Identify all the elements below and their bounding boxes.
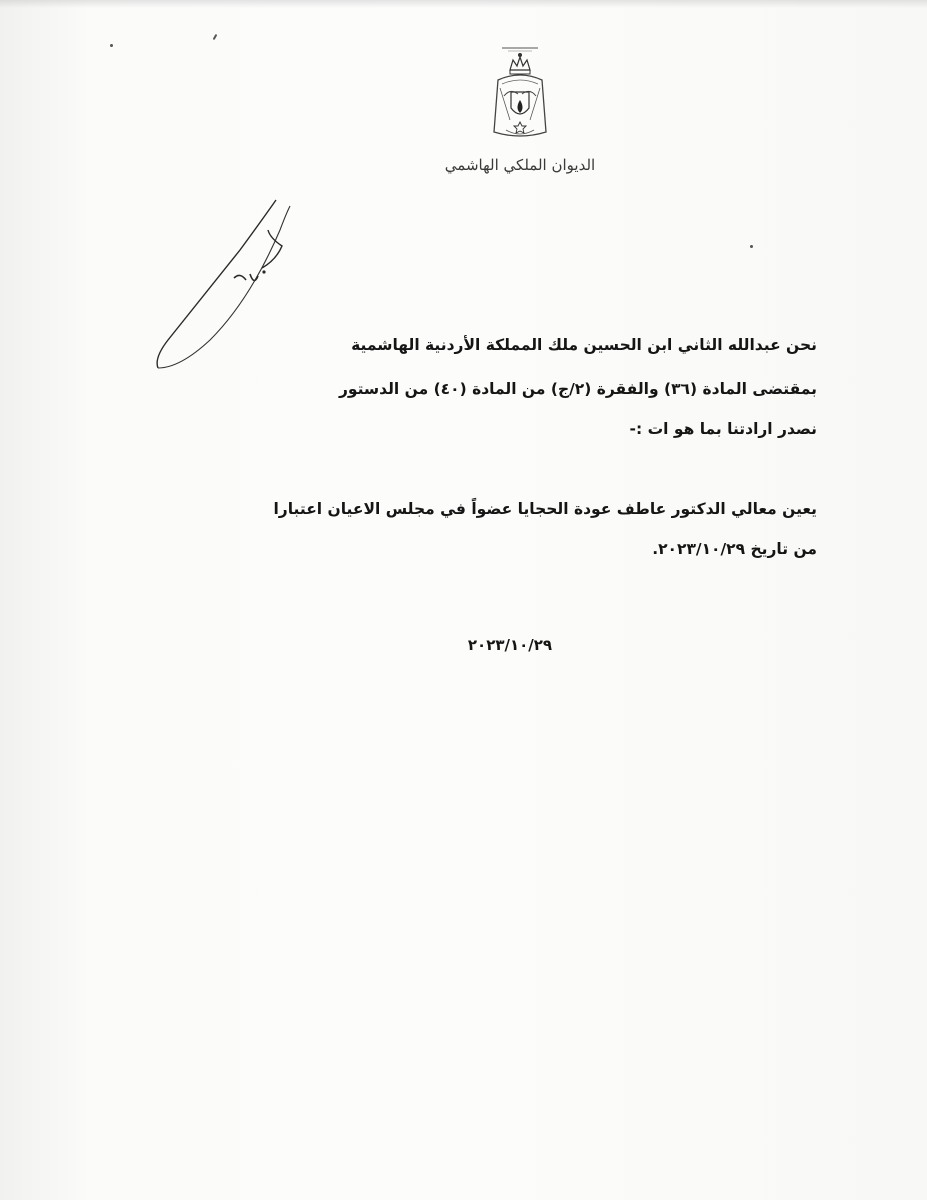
issuer-name: الديوان الملكي الهاشمي <box>444 156 596 174</box>
decree-date: ٢٠٢٣/١٠/٢٩ <box>467 636 553 654</box>
decree-line-4: يعين معالي الدكتور عاطف عودة الحجايا عضواً في مجلس الاعيان اعتبارا <box>273 500 817 518</box>
decree-line-5: من تاريخ ٢٠٢٣/١٠/٢٩. <box>652 540 817 558</box>
jordan-coat-of-arms-icon <box>480 40 560 150</box>
scan-speck <box>213 34 218 40</box>
decree-line-2: بمقتضى المادة (٣٦) والفقرة (٢/ج) من المادة (٤٠) من الدستور <box>338 380 817 398</box>
scan-top-edge <box>0 0 927 8</box>
scan-speck <box>750 245 753 248</box>
royal-signature-icon <box>150 190 320 380</box>
scan-speck <box>110 44 113 47</box>
decree-line-1: نحن عبدالله الثاني ابن الحسين ملك المملكة الأردنية الهاشمية <box>351 336 817 354</box>
decree-line-3: نصدر ارادتنا بما هو ات :- <box>629 420 817 438</box>
